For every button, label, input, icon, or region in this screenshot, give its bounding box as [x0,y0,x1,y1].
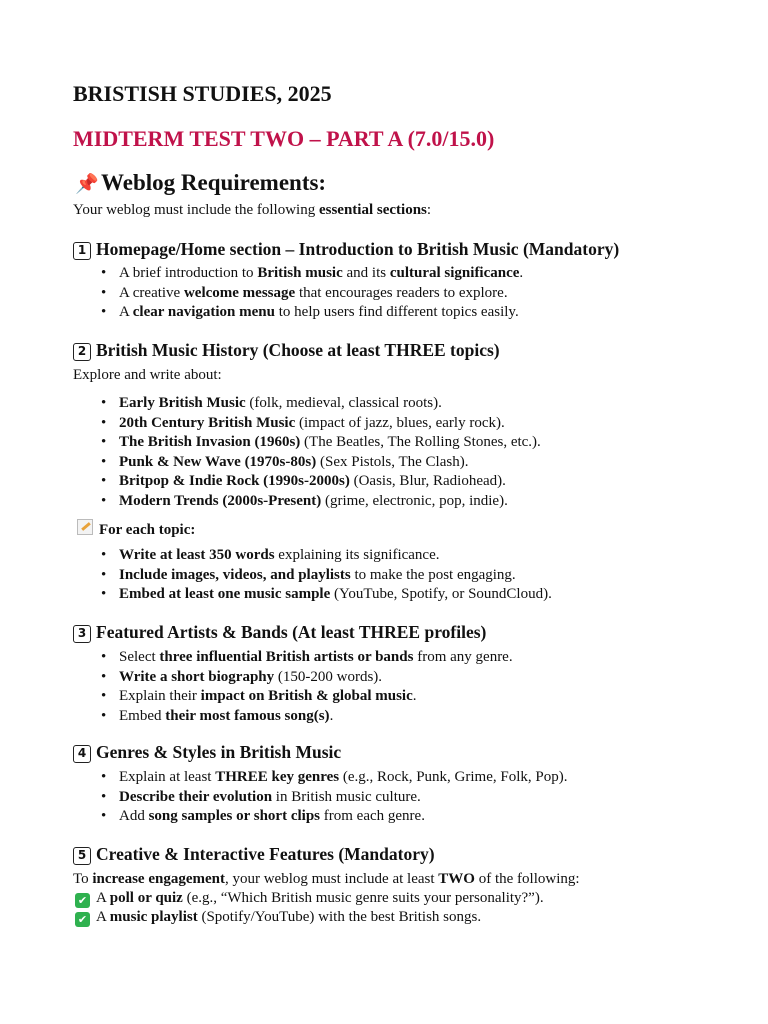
intro-pre: Your weblog must include the following [73,202,319,218]
section-1-title: Homepage/Home section – Introduction to British Music (Mandatory) [96,239,620,259]
check-item: ✔ A music playlist (Spotify/YouTube) with the best British songs. [75,909,481,927]
requirements-title: Weblog Requirements: [101,170,327,195]
list-item: • Describe their evolution in British music culture. [101,788,421,805]
list-item: • Early British Music (folk, medieval, classical roots). [101,395,442,411]
keycap-2-icon: 2 [73,343,91,361]
intro-bold: essential sections [318,202,427,218]
list-item: • Embed their most famous song(s). [101,707,334,724]
section-2-heading [73,340,500,361]
list-item: • Explain their impact on British & global music. [101,688,417,704]
list-item: • A brief introduction to British music and its cultural significance. [101,265,524,281]
list-item: • Explain at least THREE key genres (e.g., Rock, Punk, Grime, Folk, Pop). [101,769,568,785]
requirements-heading [75,170,326,196]
section-5-heading [73,844,435,865]
list-item: • Embed at least one music sample (YouTube, Spotify, or SoundCloud). [101,586,552,602]
list-item: • Write a short biography (150-200 words). [101,668,383,685]
section-4-list [0,768,567,827]
intro-post: : [426,202,432,218]
each-topic-list [0,546,552,605]
keycap-4-icon: 4 [73,745,91,763]
section-2-list [0,394,541,511]
list-item: • Write at least 350 words explaining its significance. [101,547,440,563]
keycap-1-icon: 1 [73,242,91,260]
list-item: • Britpop & Indie Rock (1990s-2000s) (Oasis, Blur, Radiohead). [101,473,506,489]
check-mark-icon: ✔ [75,893,90,908]
memo-icon [77,519,93,535]
list-item: • Modern Trends (2000s-Present) (grime, electronic, pop, indie). [101,492,508,509]
check-item: ✔ A poll or quiz (e.g., “Which British music genre suits your personality?”). [75,890,544,908]
course-title: BRISTISH STUDIES, 2025 [73,81,332,106]
each-topic-label: For each topic: [73,519,195,539]
keycap-5-icon: 5 [73,847,91,865]
section-5-title: Creative & Interactive Features (Mandatory) [96,844,435,864]
list-item: • Include images, videos, and playlists to make the post engaging. [101,566,516,583]
check-mark-icon: ✔ [75,912,90,927]
test-title: MIDTERM TEST TWO – PART A (7.0/15.0) [73,126,495,151]
pushpin-icon: 📌 [75,173,99,195]
section-1-list [0,264,523,323]
list-item: • A creative welcome message that encourages readers to explore. [101,284,508,301]
keycap-3-icon: 3 [73,625,91,643]
list-item: • A clear navigation menu to help users find different topics easily. [101,304,519,320]
section-3-title: Featured Artists & Bands (At least THREE profiles) [96,622,487,642]
section-2-lead: Explore and write about: [73,367,222,383]
section-3-list [0,648,513,726]
section-4-title: Genres & Styles in British Music [96,742,342,762]
intro-text [73,202,431,219]
list-item: • Add song samples or short clips from each genre. [101,808,425,824]
list-item: • Punk & New Wave (1970s-80s) (Sex Pistols, The Clash). [101,453,469,470]
section-3-heading [73,622,486,643]
section-4-heading [73,742,341,763]
list-item: • Select three influential British artists or bands from any genre. [101,649,513,665]
section-2-title: British Music History (Choose at least THREE topics) [96,340,500,360]
section-5-lead: To increase engagement, your weblog must include at least TWO of the following: [73,871,580,887]
list-item: • 20th Century British Music (impact of jazz, blues, early rock). [101,414,505,431]
section-1-heading [73,239,619,260]
list-item: • The British Invasion (1960s) (The Beatles, The Rolling Stones, etc.). [101,434,541,450]
